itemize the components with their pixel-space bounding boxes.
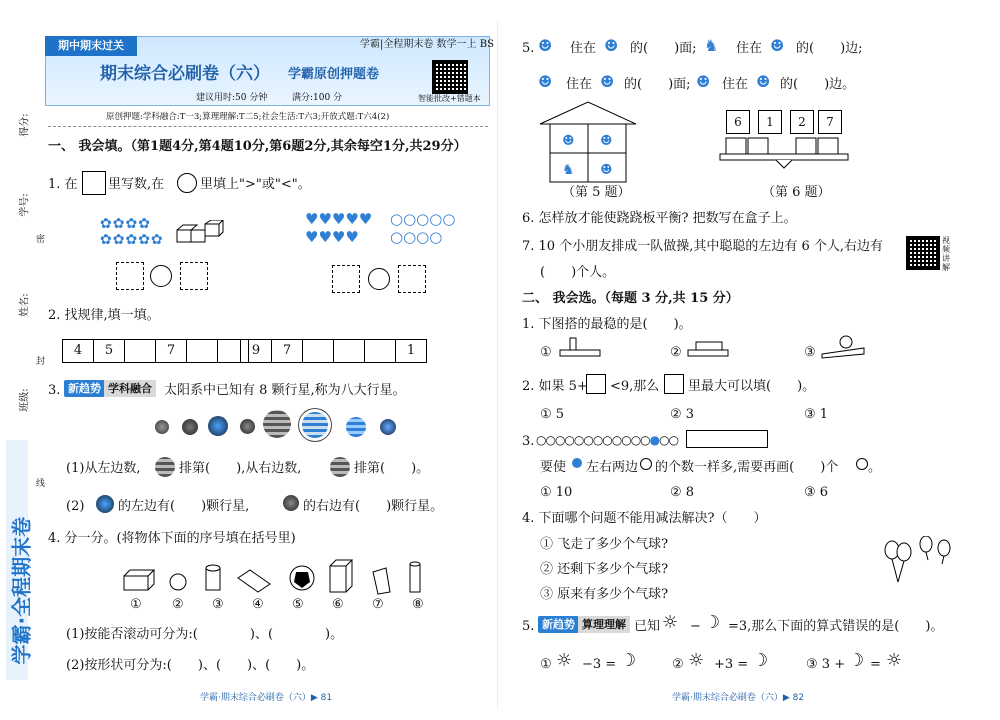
c2-opt-2[interactable]: ② 3 — [670, 407, 695, 422]
seq1-cell: 7 — [156, 340, 187, 362]
q1-example-circle — [177, 173, 197, 193]
q3-1-text-b: 排第( ),从右边数, — [179, 461, 302, 476]
cube-6[interactable]: 6 — [726, 110, 750, 134]
c3-opt-3[interactable]: ③ 6 — [804, 485, 829, 500]
seal-mark-feng: 封 — [36, 357, 46, 367]
c2-box-2[interactable] — [664, 374, 684, 394]
caption-q5: （第 5 题） — [562, 185, 631, 200]
c3-answer-rect[interactable] — [686, 430, 768, 448]
c2-text-c: 里最大可以填( )。 — [688, 379, 816, 394]
section-2-heading: 二、 我会选。（每题 3 分,共 15 分） — [522, 291, 739, 306]
q5-live-1: 住在 — [570, 41, 597, 56]
section-tag: 期中期末过关 — [45, 36, 137, 56]
q3-1-text-a: (1)从左边数, — [66, 461, 141, 476]
planet-uranus-icon — [346, 417, 366, 437]
c2-opt-3[interactable]: ③ 1 — [804, 407, 829, 422]
seq1-cell[interactable] — [125, 340, 156, 362]
q3-2-text-c: 的右边有( )颗行星。 — [303, 499, 444, 514]
c1-figure-1 — [556, 336, 606, 360]
moon-icon-opt3: ☽ — [848, 650, 865, 671]
c4-text: 4. 下面哪个问题不能用减法解决?（ ） — [522, 511, 767, 526]
cat-icon: ☻ — [770, 36, 785, 55]
cylinder-icon — [206, 565, 220, 590]
sequence-row-1 — [62, 339, 249, 363]
bear-icon-3: ☻ — [696, 72, 711, 91]
earth-inline-icon — [96, 495, 114, 513]
q7-text-a: 7. 10 个小朋友排成一队做操,其中聪聪的左边有 6 个人,右边有 — [522, 239, 884, 254]
side-label-score: 得分: — [19, 113, 31, 137]
house-figure — [538, 100, 638, 184]
c5-minus: − — [690, 619, 701, 634]
q3-2-text-a: (2) — [66, 499, 85, 514]
q1-text-a: 1. 在 — [48, 177, 78, 192]
q1-answer-box-1[interactable] — [116, 262, 144, 290]
c5-text-a: 已知 — [634, 619, 661, 634]
c3-circle-icon-2 — [856, 458, 868, 470]
time-limit: 建议用时:50 分钟 — [196, 93, 268, 103]
c2-text-a: 2. 如果 5+ — [522, 379, 588, 394]
q4-2-text: (2)按形状可分为:( )、( )、( )。 — [66, 658, 315, 673]
c5-opt-3-expr: = — [870, 657, 881, 672]
sphere-icon — [170, 574, 186, 590]
planet-neptune-icon — [380, 419, 396, 435]
q4-label: ① — [130, 597, 142, 612]
svg-text:☻: ☻ — [600, 133, 613, 149]
seq2-cell: 7 — [272, 340, 303, 362]
q5-live-3: 住在 — [566, 77, 593, 92]
c5-badge-trend: 新趋势 — [538, 616, 579, 633]
c3-opt-1[interactable]: ① 10 — [540, 485, 573, 500]
planet-saturn-icon — [302, 412, 328, 438]
qr-caption-right: 视频讲解 — [942, 236, 950, 272]
seq2-cell[interactable] — [303, 340, 334, 362]
c3-text-b: 左右两边 — [586, 460, 639, 475]
c3-text-end: 。 — [868, 460, 882, 475]
svg-text:☻: ☻ — [562, 133, 575, 149]
q5-live-4: 住在 — [722, 77, 749, 92]
c1-opt-1[interactable]: ① — [540, 345, 552, 360]
q3-2-text-b: 的左边有( )颗行星, — [118, 499, 250, 514]
jupiter-inline-icon-2 — [330, 457, 350, 477]
seq1-cell: 4 — [63, 340, 94, 362]
q4-label: ⑤ — [292, 597, 304, 612]
q1-answer-box-4[interactable] — [398, 265, 426, 293]
q6-text: 6. 怎样放才能使跷跷板平衡? 把数写在盒子上。 — [522, 211, 797, 226]
c4-opt-2[interactable]: ② 还剩下多少个气球? — [540, 562, 669, 577]
q1-text-b: 里写数,在 — [108, 177, 165, 192]
planet-earth-icon — [208, 416, 228, 436]
q4-label: ③ — [212, 597, 224, 612]
c5-badge-topic: 算理理解 — [578, 616, 630, 633]
page-title: 期末综合必刷卷（六） — [100, 64, 270, 84]
sequence-row-2 — [240, 339, 427, 363]
q2-text: 2. 找规律,填一填。 — [48, 308, 160, 323]
bear-icon: ☻ — [604, 36, 619, 55]
tall-cuboid-icon — [330, 560, 352, 592]
q5-blank-4: 的( )边。 — [780, 77, 856, 92]
solid-shapes-row — [118, 558, 438, 598]
q3-number: 3. — [48, 383, 61, 398]
seq1-cell[interactable] — [187, 340, 218, 362]
binding-spine — [0, 0, 34, 720]
c2-text-b: <9,那么 — [610, 379, 660, 394]
q4-text: 4. 分一分。(将物体下面的序号填在括号里) — [48, 531, 296, 546]
q4-1-text: (1)按能否滚动可分为:( )、( )。 — [66, 627, 344, 642]
c5-opt-1-label[interactable]: ① — [540, 657, 552, 672]
moon-icon: ☽ — [704, 612, 721, 633]
jupiter-inline-icon — [155, 457, 175, 477]
q1-answer-box-3[interactable] — [332, 265, 360, 293]
spine-brand: 学霸·全程期末卷 — [9, 516, 34, 665]
full-score: 满分:100 分 — [292, 93, 343, 103]
qr-code-left[interactable] — [432, 60, 468, 94]
seq2-cell[interactable] — [365, 340, 396, 362]
strawberry-icon-group: ♥♥♥♥♥ ♥♥♥♥ — [305, 210, 373, 246]
c1-text: 1. 下图搭的最稳的是( )。 — [522, 317, 692, 332]
cube-1[interactable]: 1 — [758, 110, 782, 134]
mars-inline-icon — [283, 495, 299, 511]
c5-opt-2-label[interactable]: ② — [672, 657, 684, 672]
q5-blank-1: 的( )面; — [630, 41, 697, 56]
q5-blank-2: 的( )边; — [796, 41, 863, 56]
section-1-heading: 一、 我会填。（第1题4分,第4题10分,第6题2分,其余每空1分,共29分） — [48, 139, 467, 154]
q5-number: 5. — [522, 41, 535, 56]
seal-mark-xian: 线 — [36, 479, 46, 489]
planet-jupiter-icon — [263, 410, 291, 438]
balloons-icon — [882, 536, 958, 586]
apple-icon-group: ○○○○○ ○○○○ — [390, 210, 456, 246]
q1-answer-circle-2[interactable] — [368, 268, 390, 290]
c4-opt-1[interactable]: ① 飞走了多少个气球? — [540, 537, 669, 552]
c3-circle-row: ○○○○○○○○○○○○●○○ — [536, 433, 679, 447]
seq2-cell: 1 — [406, 343, 416, 358]
seq2-cell[interactable] — [334, 340, 365, 362]
cuboid-icon — [124, 570, 154, 590]
caption-q6: （第 6 题） — [762, 185, 831, 200]
q5-blank-3: 的( )面; — [624, 77, 691, 92]
svg-text:♞: ♞ — [562, 162, 575, 178]
c5-text-c: =3,那么下面的算式错误的是( )。 — [728, 619, 944, 634]
c2-box-1[interactable] — [586, 374, 606, 394]
q7-text-b: ( )个人。 — [540, 265, 616, 280]
c5-number: 5. — [522, 619, 535, 634]
svg-text:☻: ☻ — [600, 162, 613, 178]
c3-number: 3. — [522, 434, 535, 449]
monkey-icon: ☻ — [538, 36, 553, 55]
sun-icon-opt1: ☼ — [556, 650, 573, 671]
bear-icon-2: ☻ — [600, 72, 615, 91]
c3-text-c: 的个数一样多,需要再画( )个 — [655, 460, 839, 475]
moon-icon-opt2: ☽ — [752, 650, 769, 671]
prism-icon — [238, 570, 270, 592]
planet-mars-icon — [240, 419, 255, 434]
cube-2[interactable]: 2 — [790, 110, 814, 134]
c3-circle-icon — [640, 458, 652, 470]
c1-figure-2 — [686, 338, 736, 360]
q4-label: ② — [172, 597, 184, 612]
side-label-name: 姓名: — [19, 293, 31, 317]
moon-icon-opt1: ☽ — [620, 650, 637, 671]
c5-opt-3-label[interactable]: ③ 3 + — [806, 657, 846, 672]
page-subtitle: 学霸原创押题卷 — [288, 67, 380, 82]
q4-label: ⑧ — [412, 597, 424, 612]
qr-caption-left: 智能批改+错题本 — [418, 94, 481, 103]
cube-blocks-icon — [175, 220, 225, 244]
q5-live-2: 住在 — [736, 41, 763, 56]
c1-opt-3[interactable]: ③ — [804, 345, 816, 360]
sun-icon-opt2: ☼ — [688, 650, 705, 671]
c3-text-a: 要使 — [540, 460, 567, 475]
seal-mark-mi: 密 — [36, 235, 46, 245]
c3-blue-circle-icon — [572, 458, 582, 468]
qr-code-right[interactable] — [906, 236, 940, 270]
q3-text: 太阳系中已知有 8 颗行星,称为八大行星。 — [164, 383, 406, 398]
planet-mercury-icon — [155, 420, 169, 434]
q3-1-text-c: 排第( )。 — [354, 461, 430, 476]
c5-opt-1-expr: −3 = — [582, 657, 617, 672]
monkey-icon-2: ☻ — [756, 72, 771, 91]
small-cylinder-icon — [410, 562, 420, 592]
strip-divider — [48, 126, 488, 127]
q1-example-box — [82, 171, 106, 195]
c4-opt-3[interactable]: ③ 原来有多少个气球? — [540, 587, 669, 602]
tilted-cylinder-icon — [373, 568, 390, 594]
q4-label: ⑥ — [332, 597, 344, 612]
seesaw-figure — [718, 136, 850, 172]
page-gutter — [497, 20, 498, 710]
c1-opt-2[interactable]: ② — [670, 345, 682, 360]
q4-label: ⑦ — [372, 597, 384, 612]
side-label-class: 班级: — [19, 388, 31, 412]
footer-right: 学霸·期末综合必刷卷（六）▶ 82 — [672, 693, 805, 703]
c2-opt-1[interactable]: ① 5 — [540, 407, 565, 422]
soccer-ball-icon — [290, 566, 314, 590]
seq2-cell: 9 — [241, 340, 272, 362]
flower-icon-group: ✿✿✿✿ ✿✿✿✿✿ — [100, 216, 164, 248]
footer-left: 学霸·期末综合必刷卷（六）▶ 81 — [200, 693, 333, 703]
cube-7[interactable]: 7 — [818, 110, 842, 134]
sun-icon-opt3: ☼ — [886, 650, 903, 671]
series-title: 学霸|全程期末卷 数学一上 BS — [360, 39, 494, 50]
horse-icon: ♞ — [704, 36, 719, 55]
tag-strip: 原创押题:学科融合:T一3;算理理解:T二5;社会生活:T六3;开放式题:T六4(2) — [106, 112, 390, 122]
c3-opt-2[interactable]: ② 8 — [670, 485, 695, 500]
c1-figure-3 — [820, 334, 870, 360]
q4-label: ④ — [252, 597, 264, 612]
q3-badge-topic: 学科融合 — [104, 380, 156, 397]
c5-opt-2-expr: +3 = — [714, 657, 749, 672]
side-label-id: 学号: — [19, 193, 31, 217]
cat-icon-2: ☻ — [538, 72, 553, 91]
q1-answer-box-2[interactable] — [180, 262, 208, 290]
seq1-cell: 5 — [94, 340, 125, 362]
planet-venus-icon — [182, 419, 198, 435]
q1-answer-circle-1[interactable] — [150, 265, 172, 287]
q1-text-c: 里填上">"或"<"。 — [200, 177, 311, 192]
sun-icon: ☼ — [662, 612, 679, 633]
q3-badge-trend: 新趋势 — [64, 380, 105, 397]
